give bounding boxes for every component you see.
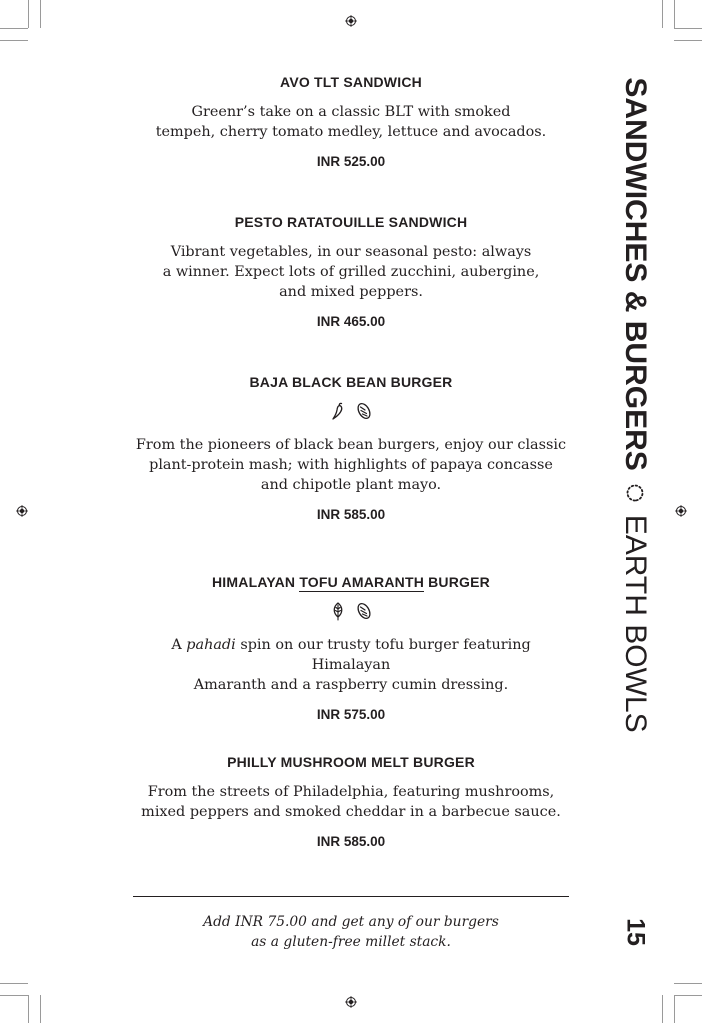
- menu-item: [130, 212, 572, 332]
- dotted-circle-icon: [625, 483, 645, 503]
- seed-icon: [355, 401, 373, 421]
- item-name: BAJA BLACK BEAN BURGER: [249, 374, 453, 390]
- item-price: INR 575.00: [316, 707, 386, 722]
- item-description: [130, 635, 572, 695]
- crop-mark: [40, 995, 41, 1023]
- item-description: From the streets of Philadelphia, featuring mushrooms, mixed peppers and smoked cheddar in a barbecue sauce.: [141, 784, 561, 820]
- crop-mark: [674, 40, 702, 41]
- item-name: PHILLY MUSHROOM MELT BURGER: [227, 754, 475, 770]
- divider: [133, 896, 569, 897]
- item-name: PESTO RATATOUILLE SANDWICH: [234, 214, 468, 230]
- menu-item: [130, 72, 572, 172]
- crop-mark: [0, 40, 28, 41]
- item-description-part: A: [171, 637, 187, 653]
- seed-icon: [355, 601, 373, 621]
- footnote: Add INR 75.00 and get any of our burgers as a gluten-free millet stack.: [203, 914, 499, 950]
- menu-item: [130, 752, 572, 852]
- item-description: Greenr’s take on a classic BLT with smoked tempeh, cherry tomato medley, lettuce and avocados.: [155, 104, 547, 140]
- crop-mark: [0, 983, 28, 984]
- registration-mark-icon: [16, 505, 28, 517]
- section-title-light: EARTH BOWLS: [619, 514, 652, 733]
- item-price: INR 585.00: [316, 507, 386, 522]
- menu-item: [130, 372, 572, 525]
- crop-mark: [0, 995, 28, 996]
- crop-mark: [674, 995, 675, 1023]
- crop-mark: [674, 995, 702, 996]
- registration-mark-icon: [345, 15, 357, 27]
- crop-mark: [0, 28, 28, 29]
- section-title: [615, 45, 655, 765]
- menu-item: [130, 572, 572, 725]
- crop-mark: [674, 0, 675, 28]
- crop-mark: [28, 0, 29, 28]
- item-name-underlined: TOFU AMARANTH: [299, 574, 425, 590]
- item-description: From the pioneers of black bean burgers, enjoy our classic plant-protein mash; with highlights of papaya concasse and chipotle plant mayo.: [135, 437, 567, 493]
- registration-mark-icon: [675, 505, 687, 517]
- section-title-bold: SANDWICHES & BURGERS: [619, 77, 652, 471]
- item-description: Vibrant vegetables, in our seasonal pesto: always a winner. Expect lots of grilled zucchini, aubergine, and mixed peppers.: [162, 244, 540, 300]
- page-number: 15: [621, 918, 650, 946]
- item-name: [130, 572, 572, 592]
- crop-mark: [662, 995, 663, 1023]
- crop-mark: [28, 995, 29, 1023]
- item-name-part: HIMALAYAN: [212, 574, 300, 590]
- item-name: AVO TLT SANDWICH: [280, 74, 422, 90]
- leaf-icon: [329, 601, 347, 621]
- item-name-part: BURGER: [424, 574, 490, 590]
- chili-icon: [329, 401, 347, 421]
- crop-mark: [662, 0, 663, 28]
- item-description-italic: pahadi: [186, 637, 236, 653]
- dietary-icons: [130, 401, 572, 423]
- crop-mark: [674, 28, 702, 29]
- dietary-icons: [130, 601, 572, 623]
- item-price: INR 585.00: [316, 834, 386, 849]
- registration-mark-icon: [345, 996, 357, 1008]
- item-price: INR 525.00: [316, 154, 386, 169]
- item-price: INR 465.00: [316, 314, 386, 329]
- crop-mark: [674, 983, 702, 984]
- crop-mark: [40, 0, 41, 28]
- item-description-part: spin on our trusty tofu burger featuring Himalayan Amaranth and a raspberry cumin dressing.: [193, 637, 531, 693]
